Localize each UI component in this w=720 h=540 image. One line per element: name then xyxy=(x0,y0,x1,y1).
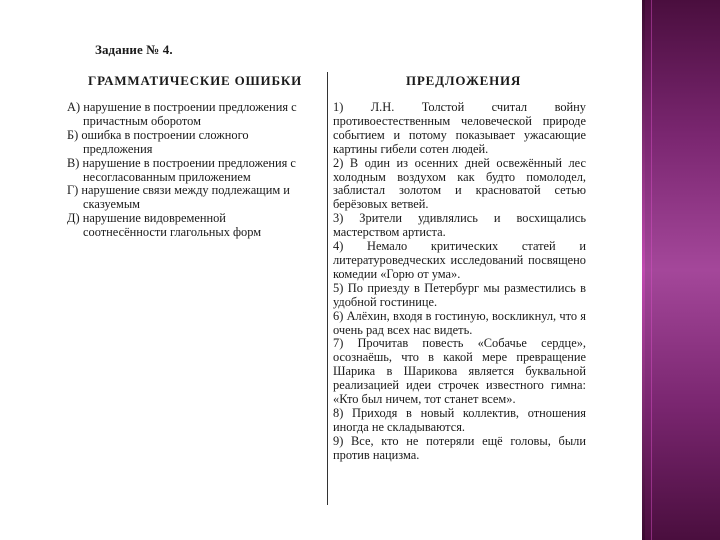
sentence-text: Приходя в новый коллектив, отношения иногда не складываются. xyxy=(333,405,586,434)
errors-column-header: ГРАММАТИЧЕСКИЕ ОШИБКИ xyxy=(88,73,302,88)
sentence-9 xyxy=(333,435,586,463)
sentence-3 xyxy=(333,212,586,240)
error-letter: Б) xyxy=(67,127,79,142)
error-text-line2: несогласованным приложением xyxy=(83,169,251,184)
error-text-line1: ошибка в построении сложного xyxy=(81,127,249,142)
error-text-line2: соотнесённости глагольных форм xyxy=(83,225,262,240)
sentence-5 xyxy=(333,282,586,310)
sentence-8 xyxy=(333,407,586,435)
sentence-2 xyxy=(333,157,586,213)
sentence-text: В один из осенних дней освежённый лес холодным воздухом как будто помолодел, заблистал золотом и красноватой сетью берёзовых ветвей. xyxy=(333,155,586,212)
decorative-side-panel xyxy=(642,0,720,540)
sentence-text: Немало критических статей и литературоведческих исследований посвящено комедии «Горю от ума». xyxy=(333,239,586,281)
errors-list xyxy=(67,101,323,240)
sentence-number: 5) xyxy=(333,280,344,295)
sentence-text: Прочитав повесть «Собачье сердце», осознаёшь, что в какой мере превращение Шарика в Шарикова является буквальной реализацией идеи строчек известного гимна: «Кто был ничем, тот станет всем». xyxy=(333,336,586,407)
sentences-list xyxy=(333,101,586,463)
error-item-d xyxy=(67,212,323,240)
error-text-line2: сказуемым xyxy=(83,197,141,212)
sentence-number: 6) xyxy=(333,308,344,323)
sentence-7 xyxy=(333,337,586,407)
sentence-number: 3) xyxy=(333,211,344,226)
sentence-text: Зрители удивлялись и восхищались мастерством артиста. xyxy=(333,211,586,240)
column-divider xyxy=(327,72,328,505)
sentence-number: 1) xyxy=(333,100,344,114)
error-text-line2: предложения xyxy=(83,141,153,156)
error-item-a xyxy=(67,101,323,129)
error-letter: В) xyxy=(67,155,80,170)
sentence-text: Все, кто не потеряли ещё головы, были против нацизма. xyxy=(333,433,586,462)
sentence-number: 4) xyxy=(333,239,344,254)
sentence-text: Алёхин, входя в гостиную, воскликнул, что я очень рад всех нас видеть. xyxy=(333,308,586,337)
sentence-number: 9) xyxy=(333,433,344,448)
error-text-line1: нарушение видовременной xyxy=(82,211,226,226)
task-title: Задание № 4. xyxy=(95,42,173,57)
error-text-line1: нарушение в построении предложения с xyxy=(83,100,297,114)
sentence-text: По приезду в Петербург мы разместились в удобной гостинице. xyxy=(333,280,586,309)
error-letter: Г) xyxy=(67,183,79,198)
error-item-v xyxy=(67,157,323,185)
sentence-1 xyxy=(333,101,586,157)
error-text-line2: причастным оборотом xyxy=(83,113,201,128)
sentence-number: 7) xyxy=(333,336,344,351)
error-text-line1: нарушение в построении предложения с xyxy=(82,155,296,170)
error-letter: А) xyxy=(67,100,81,114)
error-item-b xyxy=(67,129,323,157)
sentence-text: Л.Н. Толстой считал войну противоестественным человеческой природе событием и потому показывает ужасающие картины гибели сотен людей. xyxy=(333,100,586,156)
sentence-6 xyxy=(333,310,586,338)
error-item-g xyxy=(67,184,323,212)
sentence-number: 8) xyxy=(333,405,344,420)
sentence-number: 2) xyxy=(333,155,344,170)
sentences-column-header: ПРЕДЛОЖЕНИЯ xyxy=(406,73,522,88)
error-text-line1: нарушение связи между подлежащим и xyxy=(81,183,290,198)
sentence-4 xyxy=(333,240,586,282)
error-letter: Д) xyxy=(67,211,80,226)
